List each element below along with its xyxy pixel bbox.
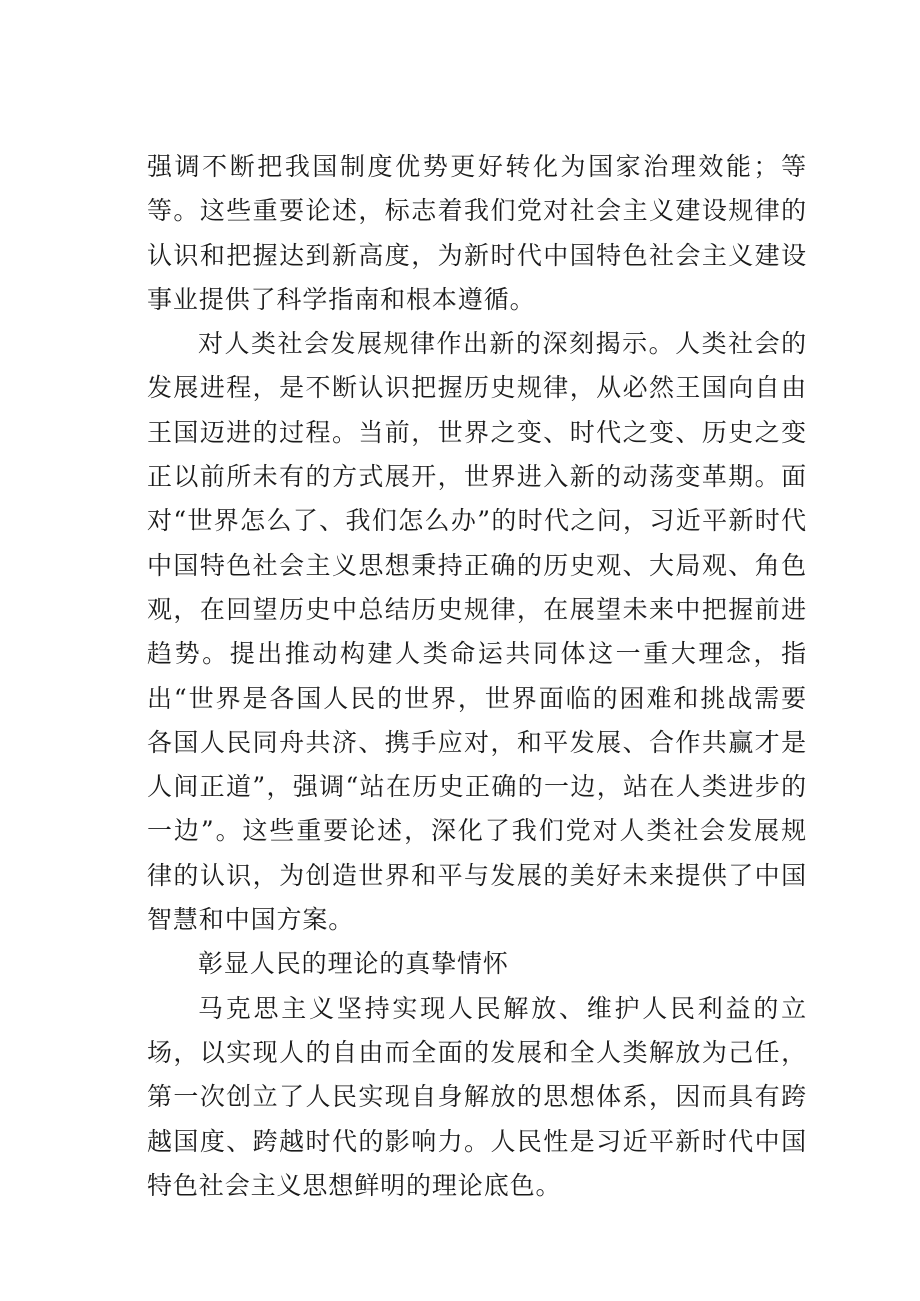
paragraph-continuation: 强调不断把我国制度优势更好转化为国家治理效能；等等。这些重要论述，标志着我们党对社会主义建设规律的认识和把握达到新高度，为新时代中国特色社会主义建设事业提供了科学指南和根本遵循。 [147,152,807,314]
section-heading: 彰显人民的理论的真挚情怀 [198,949,509,979]
paragraph-people-theory: 马克思主义坚持实现人民解放、维护人民利益的立场，以实现人的自由而全面的发展和全人类解放为己任，第一次创立了人民实现自身解放的思想体系，因而具有跨越国度、跨越时代的影响力。人民性是习近平新时代中国特色社会主义思想鲜明的理论底色。 [147,993,807,1200]
document-page [147,145,807,1208]
paragraph-human-society-laws: 对人类社会发展规律作出新的深刻揭示。人类社会的发展进程，是不断认识把握历史规律，从必然王国向自由王国迈进的过程。当前，世界之变、时代之变、历史之变正以前所未有的方式展开，世界进入新的动荡变革期。面对“世界怎么了、我们怎么办”的时代之问，习近平新时代中国特色社会主义思想秉持正确的历史观、大局观、角色观，在回望历史中总结历史规律，在展望未来中把握前进趋势。提出推动构建人类命运共同体这一重大理念，指出“世界是各国人民的世界，世界面临的困难和挑战需要各国人民同舟共济、携手应对，和平发展、合作共赢才是人间正道”，强调“站在历史正确的一边，站在人类进步的一边”。这些重要论述，深化了我们党对人类社会发展规律的认识，为创造世界和平与发展的美好未来提供了中国智慧和中国方案。 [147,329,807,935]
